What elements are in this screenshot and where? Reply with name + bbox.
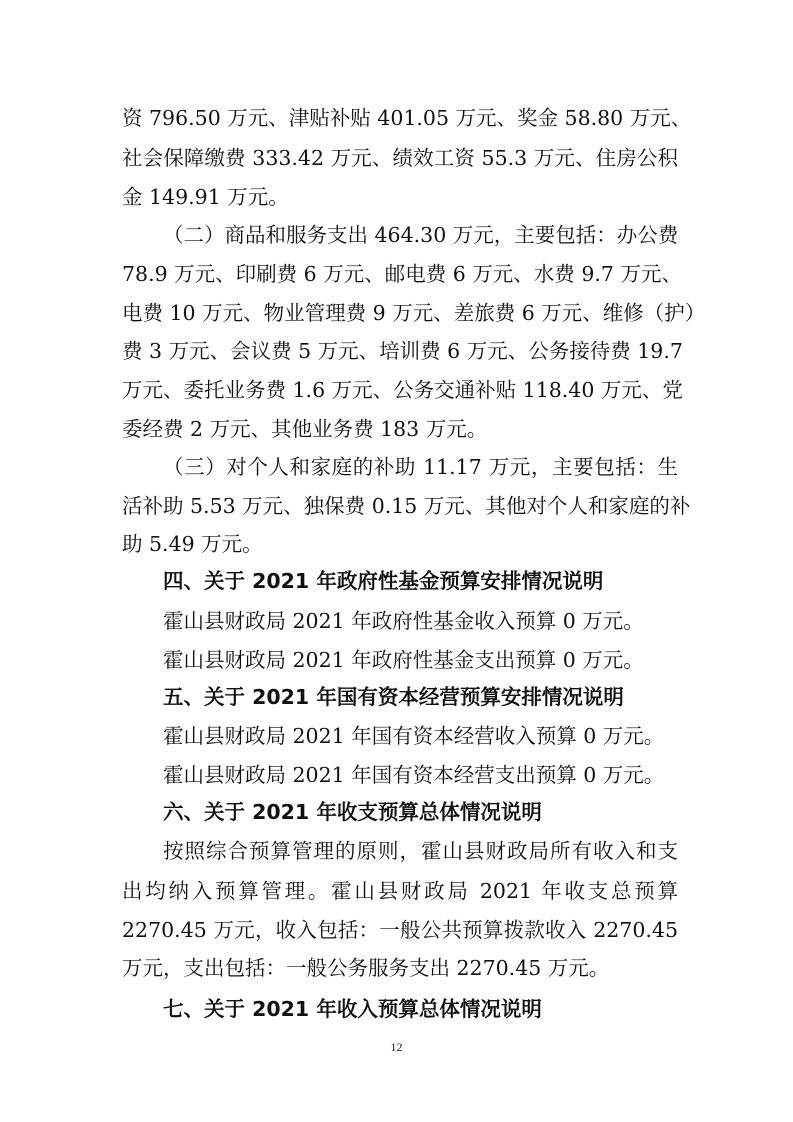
body-text-line: 霍山县财政局 2021 年国有资本经营收入预算 0 万元。 (163, 724, 665, 748)
body-text-line: 霍山县财政局 2021 年政府性基金收入预算 0 万元。 (163, 609, 644, 633)
body-text-line: 出均纳入预算管理。霍山县财政局 2021 年收支总预算 (122, 879, 678, 903)
body-text-line: 资 796.50 万元、津贴补贴 401.05 万元、奖金 58.80 万元、 (122, 106, 692, 130)
body-text-line: 霍山县财政局 2021 年国有资本经营支出预算 0 万元。 (163, 763, 665, 787)
body-text-line: （二）商品和服务支出 464.30 万元，主要包括：办公费 (163, 223, 679, 247)
section-heading: 五、关于 2021 年国有资本经营预算安排情况说明 (163, 685, 624, 709)
body-text-line: 社会保障缴费 333.42 万元、绩效工资 55.3 万元、住房公积 (122, 146, 678, 170)
body-text-line: 电费 10 万元、物业管理费 9 万元、差旅费 6 万元、维修（护） (122, 301, 706, 325)
body-text-line: （三）对个人和家庭的补助 11.17 万元，主要包括：生 (163, 455, 678, 479)
body-text-line: 2270.45 万元，收入包括：一般公共预算拨款收入 2270.45 (122, 918, 678, 942)
body-text-line: 金 149.91 万元。 (122, 185, 289, 209)
body-text-line: 费 3 万元、会议费 5 万元、培训费 6 万元、公务接待费 19.7 (122, 339, 683, 363)
body-text-line: 万元，支出包括：一般公务服务支出 2270.45 万元。 (122, 956, 610, 980)
body-text-line: 活补助 5.53 万元、独保费 0.15 万元、其他对个人和家庭的补 (122, 494, 691, 518)
body-text-line: 委经费 2 万元、其他业务费 183 万元。 (122, 417, 488, 441)
body-text-line: 助 5.49 万元。 (122, 532, 263, 556)
section-heading: 七、关于 2021 年收入预算总体情况说明 (163, 997, 542, 1021)
section-heading: 四、关于 2021 年政府性基金预算安排情况说明 (163, 569, 604, 593)
body-text-line: 万元、委托业务费 1.6 万元、公务交通补贴 118.40 万元、党 (122, 378, 683, 402)
body-text-line: 78.9 万元、印刷费 6 万元、邮电费 6 万元、水费 9.7 万元、 (122, 262, 682, 286)
section-heading: 六、关于 2021 年收支预算总体情况说明 (163, 800, 542, 824)
body-text-line: 按照综合预算管理的原则，霍山县财政局所有收入和支 (163, 839, 678, 863)
body-text-line: 霍山县财政局 2021 年政府性基金支出预算 0 万元。 (163, 648, 644, 672)
page-number: 12 (390, 1040, 403, 1054)
